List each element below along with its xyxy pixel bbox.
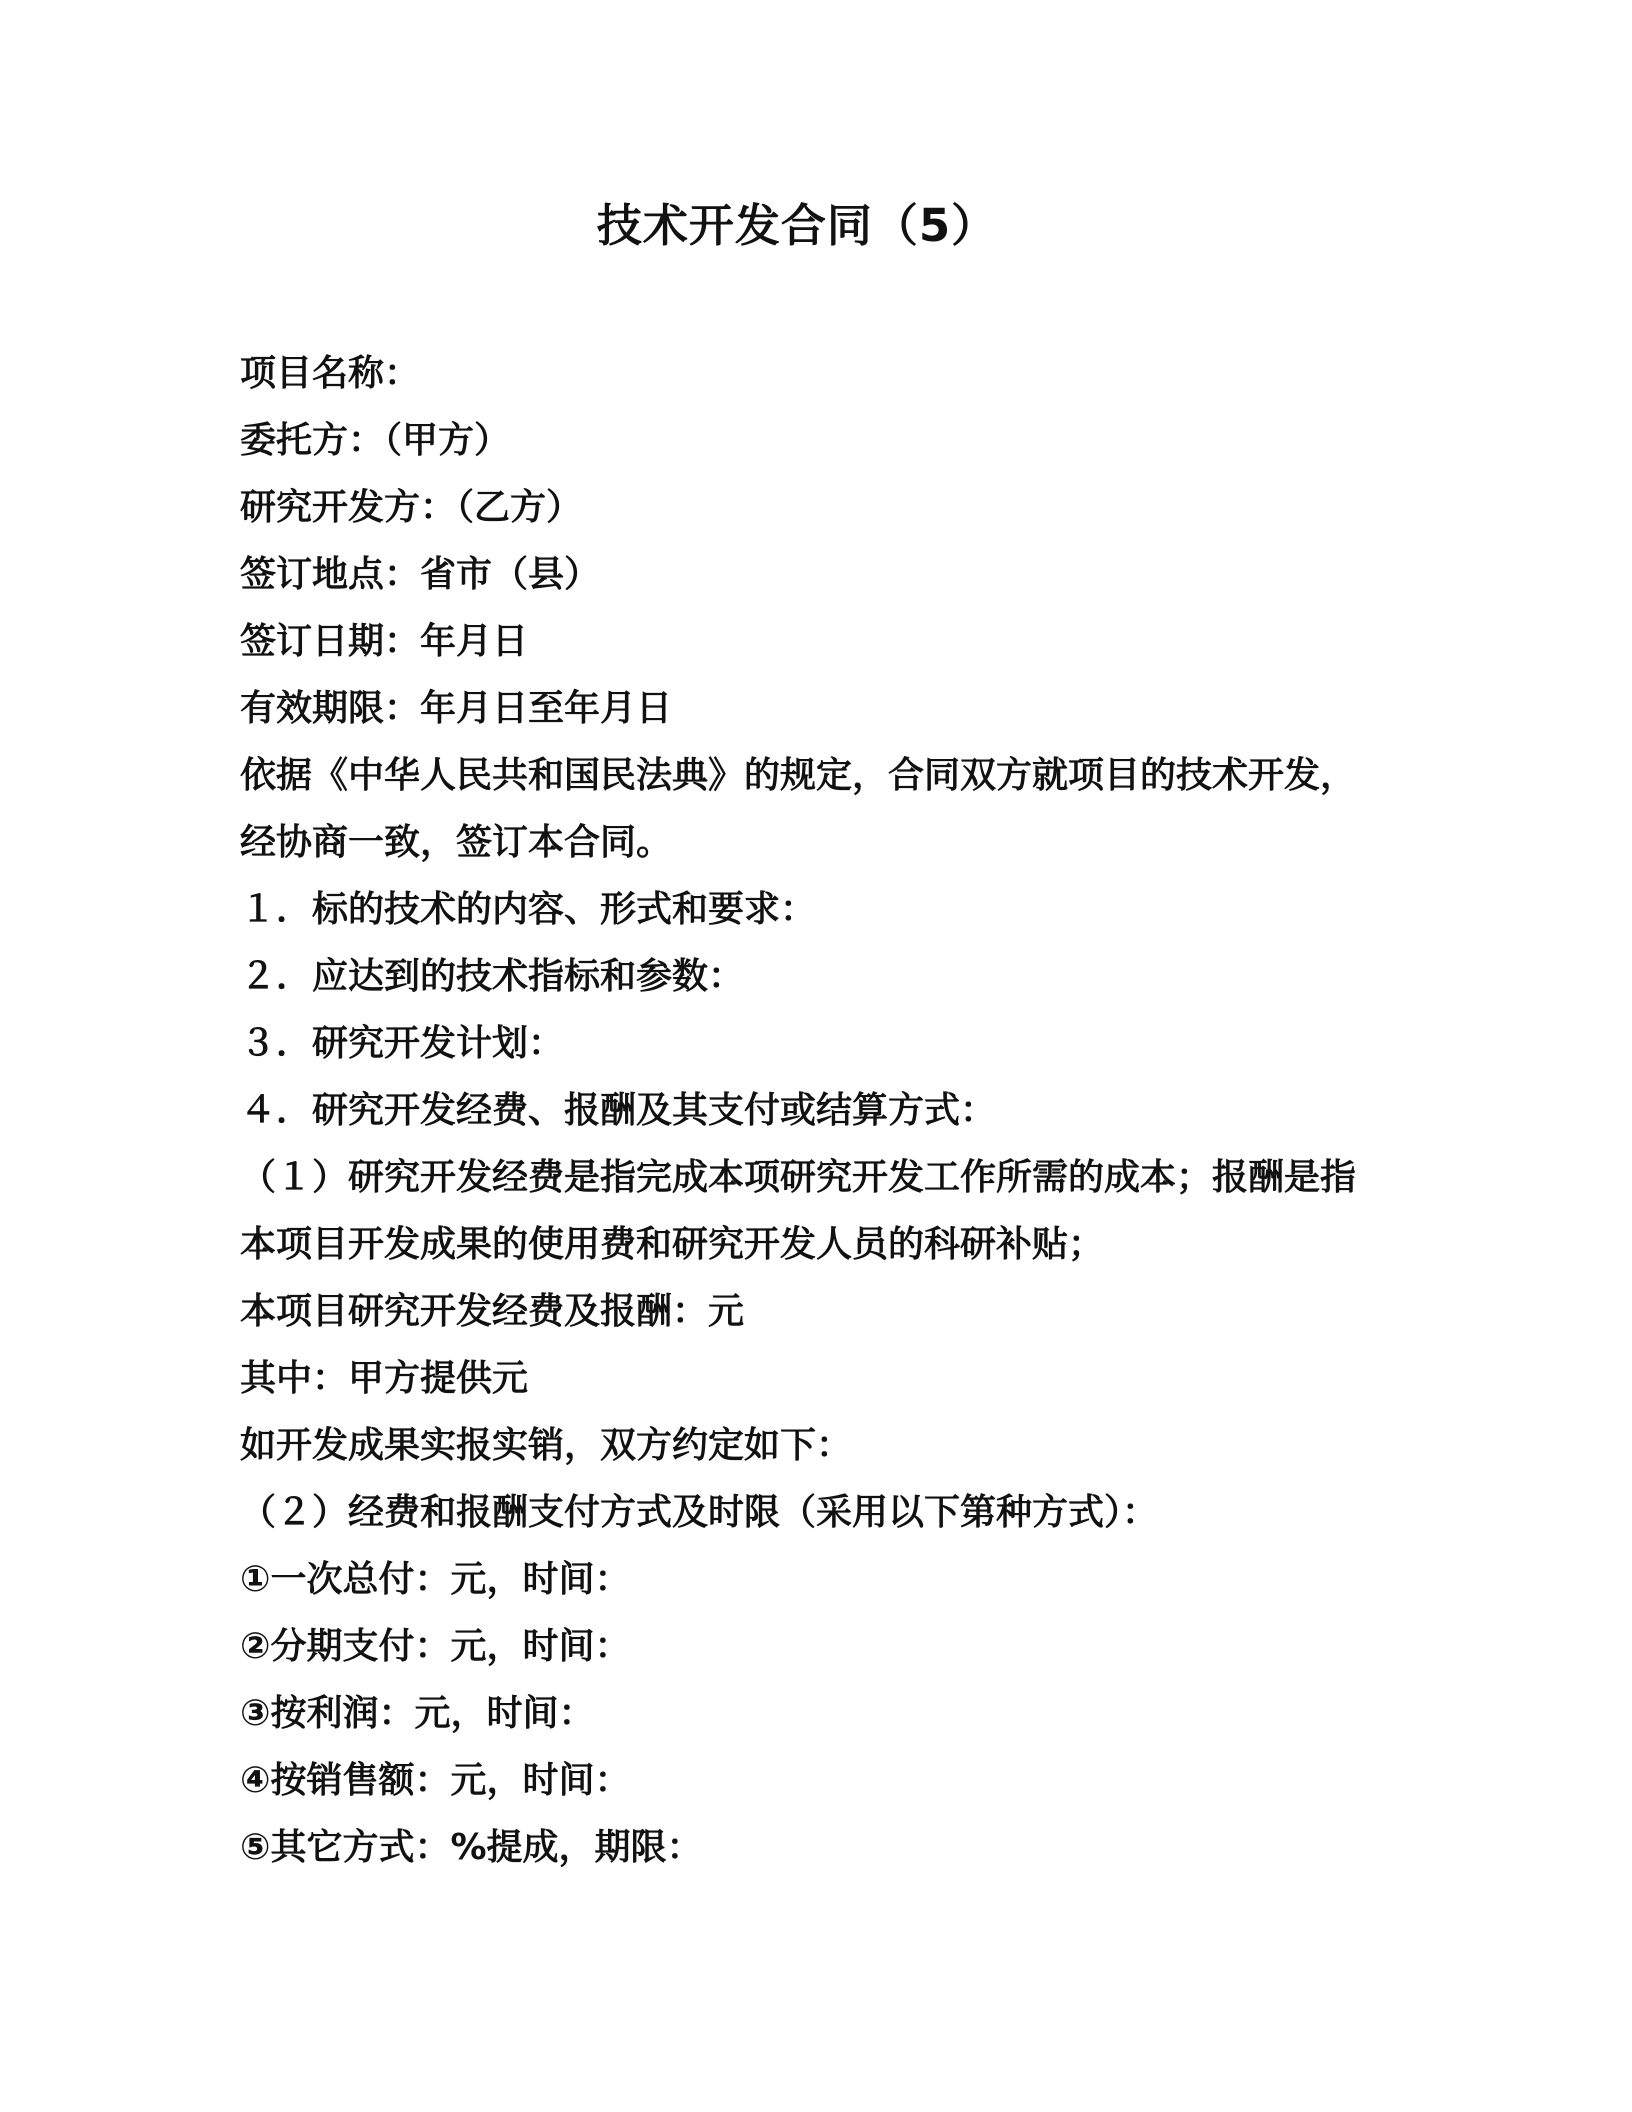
payment-option-1: ①一次总付：元，时间：: [240, 1559, 631, 1600]
clause-4: ４．研究开发经费、报酬及其支付或结算方式：: [240, 1090, 997, 1131]
clause-4-1-line-2: 本项目开发成果的使用费和研究开发人员的科研补贴；: [240, 1224, 1105, 1265]
payment-option-5: ⑤其它方式：%提成，期限：: [240, 1827, 703, 1868]
funding-amount: 本项目研究开发经费及报酬：元: [240, 1291, 745, 1332]
clause-3: ３．研究开发计划：: [240, 1023, 565, 1064]
field-signing-place: 签订地点：省市（县）: [240, 554, 601, 595]
payment-option-3: ③按利润：元，时间：: [240, 1693, 595, 1734]
clause-4-1-line-1: （１）研究开发经费是指完成本项研究开发工作所需的成本；报酬是指: [240, 1157, 1357, 1198]
clause-1: １．标的技术的内容、形式和要求：: [240, 889, 817, 930]
funding-party-a: 其中：甲方提供元: [240, 1358, 529, 1399]
payment-option-4: ④按销售额：元，时间：: [240, 1760, 631, 1801]
preamble-line-2: 经协商一致，签订本合同。: [240, 822, 673, 863]
clause-4-2: （２）经费和报酬支付方式及时限（采用以下第种方式）：: [240, 1492, 1159, 1533]
field-project-name: 项目名称：: [240, 353, 421, 394]
field-client: 委托方：（甲方）: [240, 420, 511, 461]
document-title: 技术开发合同（5）: [596, 199, 998, 252]
document-body: [240, 340, 1420, 1881]
preamble-line-1: 依据《中华人民共和国民法典》的规定，合同双方就项目的技术开发，: [240, 755, 1357, 796]
field-developer: 研究开发方：（乙方）: [240, 487, 583, 528]
clause-2: ２．应达到的技术指标和参数：: [240, 956, 745, 997]
field-signing-date: 签订日期：年月日: [240, 621, 529, 662]
field-validity-period: 有效期限：年月日至年月日: [240, 688, 673, 729]
payment-option-2: ②分期支付：元，时间：: [240, 1626, 631, 1667]
actual-reimbursement-note: 如开发成果实报实销，双方约定如下：: [240, 1425, 853, 1466]
